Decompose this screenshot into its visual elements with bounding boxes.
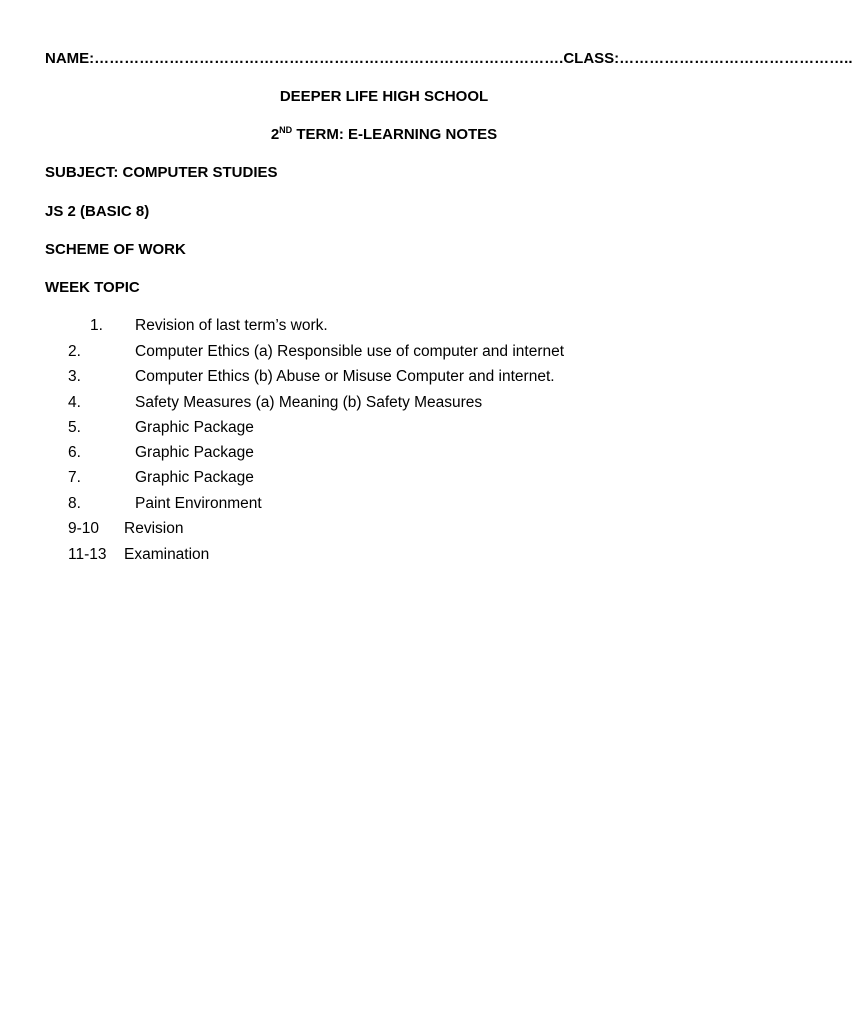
term-number: 2 <box>270 126 280 143</box>
week-topic: Revision of last term’s work. <box>135 317 328 334</box>
school-name: DEEPER LIFE HIGH SCHOOL <box>279 88 489 105</box>
week-topic: Graphic Package <box>135 444 254 461</box>
name-class-line: NAME:………………………………………………………………………………….CLASS:……………………………………….. <box>45 50 853 67</box>
term-title <box>0 126 768 144</box>
week-number: 3. <box>68 368 81 385</box>
class-level-line: JS 2 (BASIC 8) <box>45 203 150 220</box>
week-topic: Paint Environment <box>135 495 262 512</box>
week-topic: Examination <box>124 546 210 563</box>
week-number: 9-10 <box>68 520 100 537</box>
week-topic: Computer Ethics (a) Responsible use of computer and internet <box>135 343 565 360</box>
week-topic: Revision <box>124 520 184 537</box>
week-number: 11-13 <box>68 546 107 563</box>
week-topic: Computer Ethics (b) Abuse or Misuse Computer and internet. <box>135 368 555 385</box>
week-number: 6. <box>68 444 81 461</box>
week-topic: Graphic Package <box>135 419 254 436</box>
subject-line: SUBJECT: COMPUTER STUDIES <box>45 164 278 181</box>
week-topic: Graphic Package <box>135 469 254 486</box>
week-number: 1. <box>90 317 103 334</box>
week-topic: Safety Measures (a) Meaning (b) Safety Measures <box>135 394 483 411</box>
week-number: 5. <box>68 419 81 436</box>
week-topic-heading: WEEK TOPIC <box>45 279 140 296</box>
week-number: 2. <box>68 343 81 360</box>
term-suffix: ND <box>279 125 293 135</box>
week-number: 4. <box>68 394 81 411</box>
term-rest: TERM: E-LEARNING NOTES <box>292 126 498 143</box>
scheme-heading: SCHEME OF WORK <box>45 241 186 258</box>
week-number: 7. <box>68 469 81 486</box>
week-number: 8. <box>68 495 81 512</box>
